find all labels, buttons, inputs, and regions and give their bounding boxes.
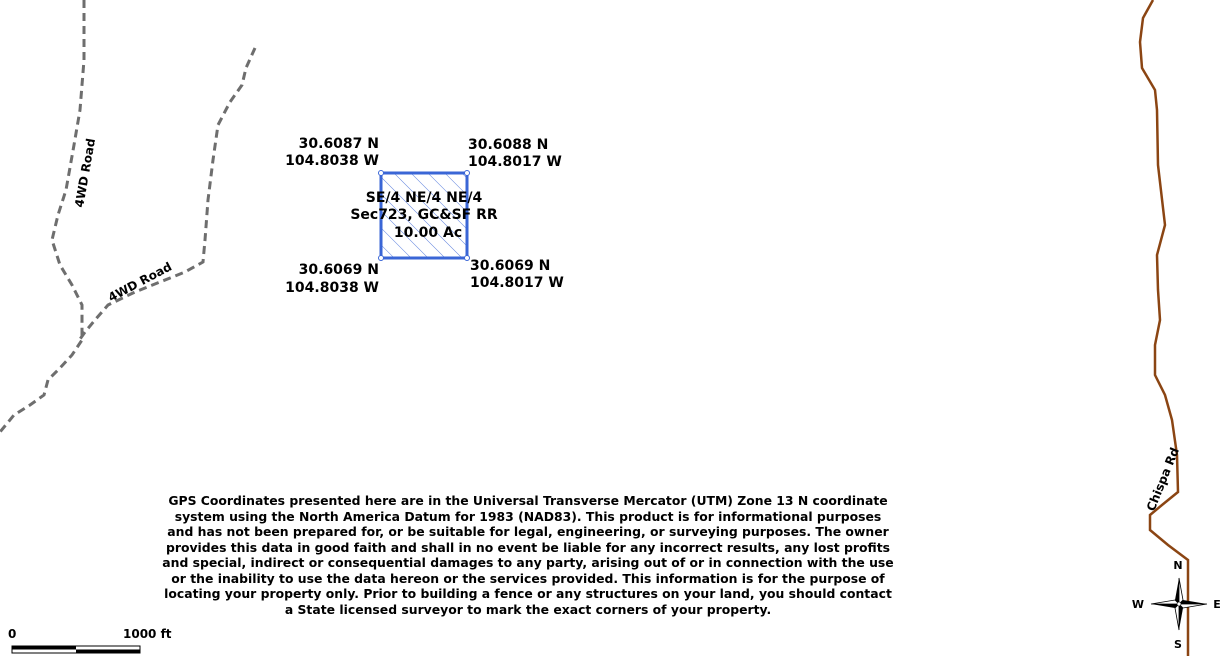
parcel-label-line-2: Sec723, GC&SF RR [350,207,498,223]
corner-nw-lon: 104.8038 W [285,153,379,169]
chispa-road-label: Chispa Rd [1143,445,1182,514]
parcel-label-line-3: 10.00 Ac [393,225,463,241]
four-wd-road-lines [0,0,255,432]
scale-bar [12,646,140,653]
compass-s-label: S [1174,638,1182,651]
scale-end-label: 1000 ft [123,627,172,641]
corner-ne-lon: 104.8017 W [468,154,562,170]
corner-sw-lon: 104.8038 W [285,280,379,296]
compass-e-label: E [1213,598,1221,611]
parcel-vertex-ne [465,171,470,176]
corner-sw-lat: 30.6069 N [298,262,379,278]
corner-nw-lat: 30.6087 N [298,136,379,152]
parcel-vertex-se [465,256,470,261]
four-wd-road-label-1: 4WD Road [72,137,99,209]
four-wd-road-west [0,0,84,432]
corner-ne-lat: 30.6088 N [468,137,549,153]
compass-w-label: W [1131,598,1145,611]
disclaimer-text: GPS Coordinates presented here are in the Universal Transverse Mercator (UTM) Zone 13 N coordinate system using the North America Datum for 1983 (NAD83). This product is for informational purposes and has not been prepared for, or be suitable for legal, engineering, or surveying purposes. The owner provides this data in good faith and shall in no event be liable for any incorrect results, any lost profits and special, indirect or consequential damages to any party, arising out of or in connection with the use or the inability to use the data hereon or the services provided. This information is for the purpose of locating your property only. Prior to building a fence or any structures on your land, you should contact a State licensed surveyor to mark the exact corners of your property. [162,493,894,617]
corner-se-lat: 30.6069 N [470,258,551,274]
chispa-road-line [1140,0,1188,656]
parcel-vertex-nw [379,171,384,176]
scale-start-label: 0 [8,627,17,641]
parcel-vertex-sw [379,256,384,261]
corner-se-lon: 104.8017 W [470,275,564,291]
parcel [350,171,498,261]
four-wd-road-label-2: 4WD Road [105,259,175,305]
parcel-label-line-1: SE/4 NE/4 NE/4 [365,190,483,206]
compass-n-label: N [1173,559,1183,572]
four-wd-road-east [78,48,255,342]
north-arrow-icon [1151,578,1207,630]
